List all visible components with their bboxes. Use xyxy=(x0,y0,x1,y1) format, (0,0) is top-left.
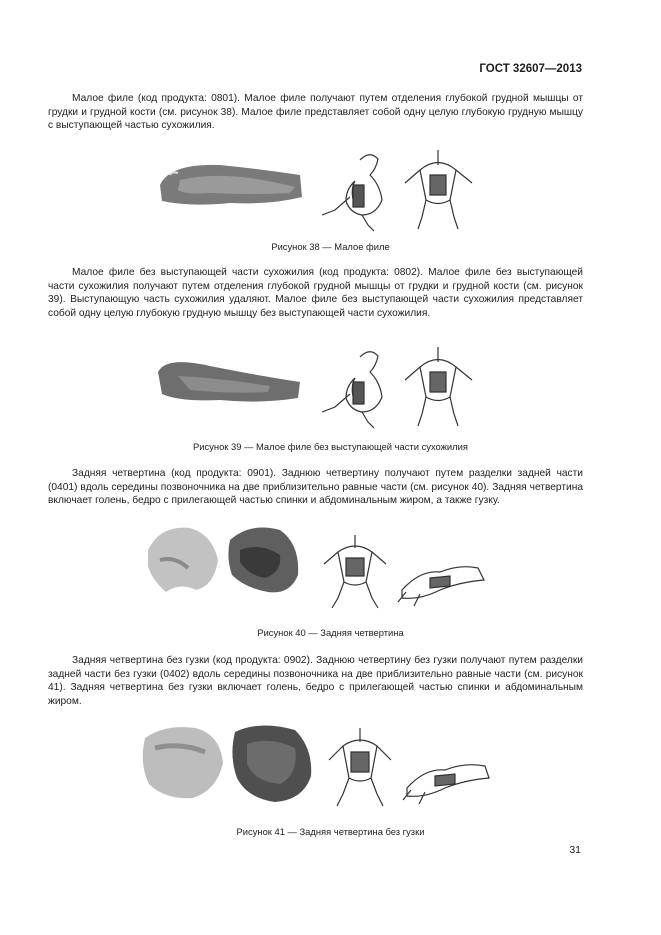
bird-lying-diagram xyxy=(403,765,489,804)
figure-41-hind-quarter-no-tail xyxy=(135,718,495,818)
figure-39-small-fillet-no-tendon xyxy=(150,342,480,432)
paragraph-hind-quarter-no-tail: Задняя четвертина без гузки (код продукта: 0902). Заднюю четвертину без гузки получают путем разделки задней части без гузки (0402) вдоль середины позвоночника на две приблизительно равные части (см. рисунок 41). Задняя четвертина без гузки включает голень, бедро с прилегающей частью спинки и абдоминальным жиром. xyxy=(48,655,583,707)
figure-40-hind-quarter xyxy=(140,520,490,620)
caption-figure-39: Рисунок 39 — Малое филе без выступающей части сухожилия xyxy=(193,441,468,452)
hind-quarter-no-tail-dark-image xyxy=(232,725,311,802)
bird-skeleton-diagram xyxy=(405,150,472,229)
bird-lying-diagram xyxy=(398,567,484,606)
caption-figure-38: Рисунок 38 — Малое филе xyxy=(271,241,390,252)
bird-skeleton-diagram xyxy=(324,535,386,608)
paragraph-small-fillet: Малое филе (код продукта: 0801). Малое филе получают путем отделения глубокой грудной мышцы от грудки и грудной кости (см. рисунок 38). Малое филе представляет собой одну целую глубокую грудную мышцу с выступающей частью сухожилия. xyxy=(48,93,583,132)
paragraph-small-fillet-no-tendon: Малое филе без выступающей части сухожилия (код продукта: 0802). Малое филе без выступающей части сухожилия получают путем отделения глубокой грудной мышцы от грудки и грудной кости (см. рисунок 39). Выступающую часть сухожилия удаляют. Малое филе без выступающей части сухожилия представляет собой одну целую глубокую грудную мышцу без выступающей части сухожилия. xyxy=(48,267,583,319)
caption-figure-41: Рисунок 41 — Задняя четвертина без гузки xyxy=(236,826,425,837)
document-id: ГОСТ 32607—2013 xyxy=(479,63,582,75)
bird-side-diagram xyxy=(322,155,382,231)
bird-skeleton-diagram xyxy=(329,728,391,806)
hind-quarter-no-tail-light-image xyxy=(143,727,223,798)
caption-figure-40: Рисунок 40 — Задняя четвертина xyxy=(257,627,404,638)
figure-38-small-fillet xyxy=(150,145,480,235)
hind-quarter-light-image xyxy=(148,528,218,592)
page-number: 31 xyxy=(569,844,581,856)
bird-skeleton-diagram xyxy=(405,347,472,426)
bird-side-diagram xyxy=(322,352,382,428)
paragraph-hind-quarter: Задняя четвертина (код продукта: 0901). Заднюю четвертину получают путем разделки задней части (0401) вдоль середины позвоночника на две приблизительно равные части (см. рисунок 40). Задняя четвертина включает голень, бедро с прилегающей частью спинки и абдоминальным жиром, а также гузку. xyxy=(48,468,583,507)
fillet-image xyxy=(160,165,302,205)
hind-quarter-dark-image xyxy=(228,528,298,593)
fillet-no-tendon-image xyxy=(158,362,300,401)
